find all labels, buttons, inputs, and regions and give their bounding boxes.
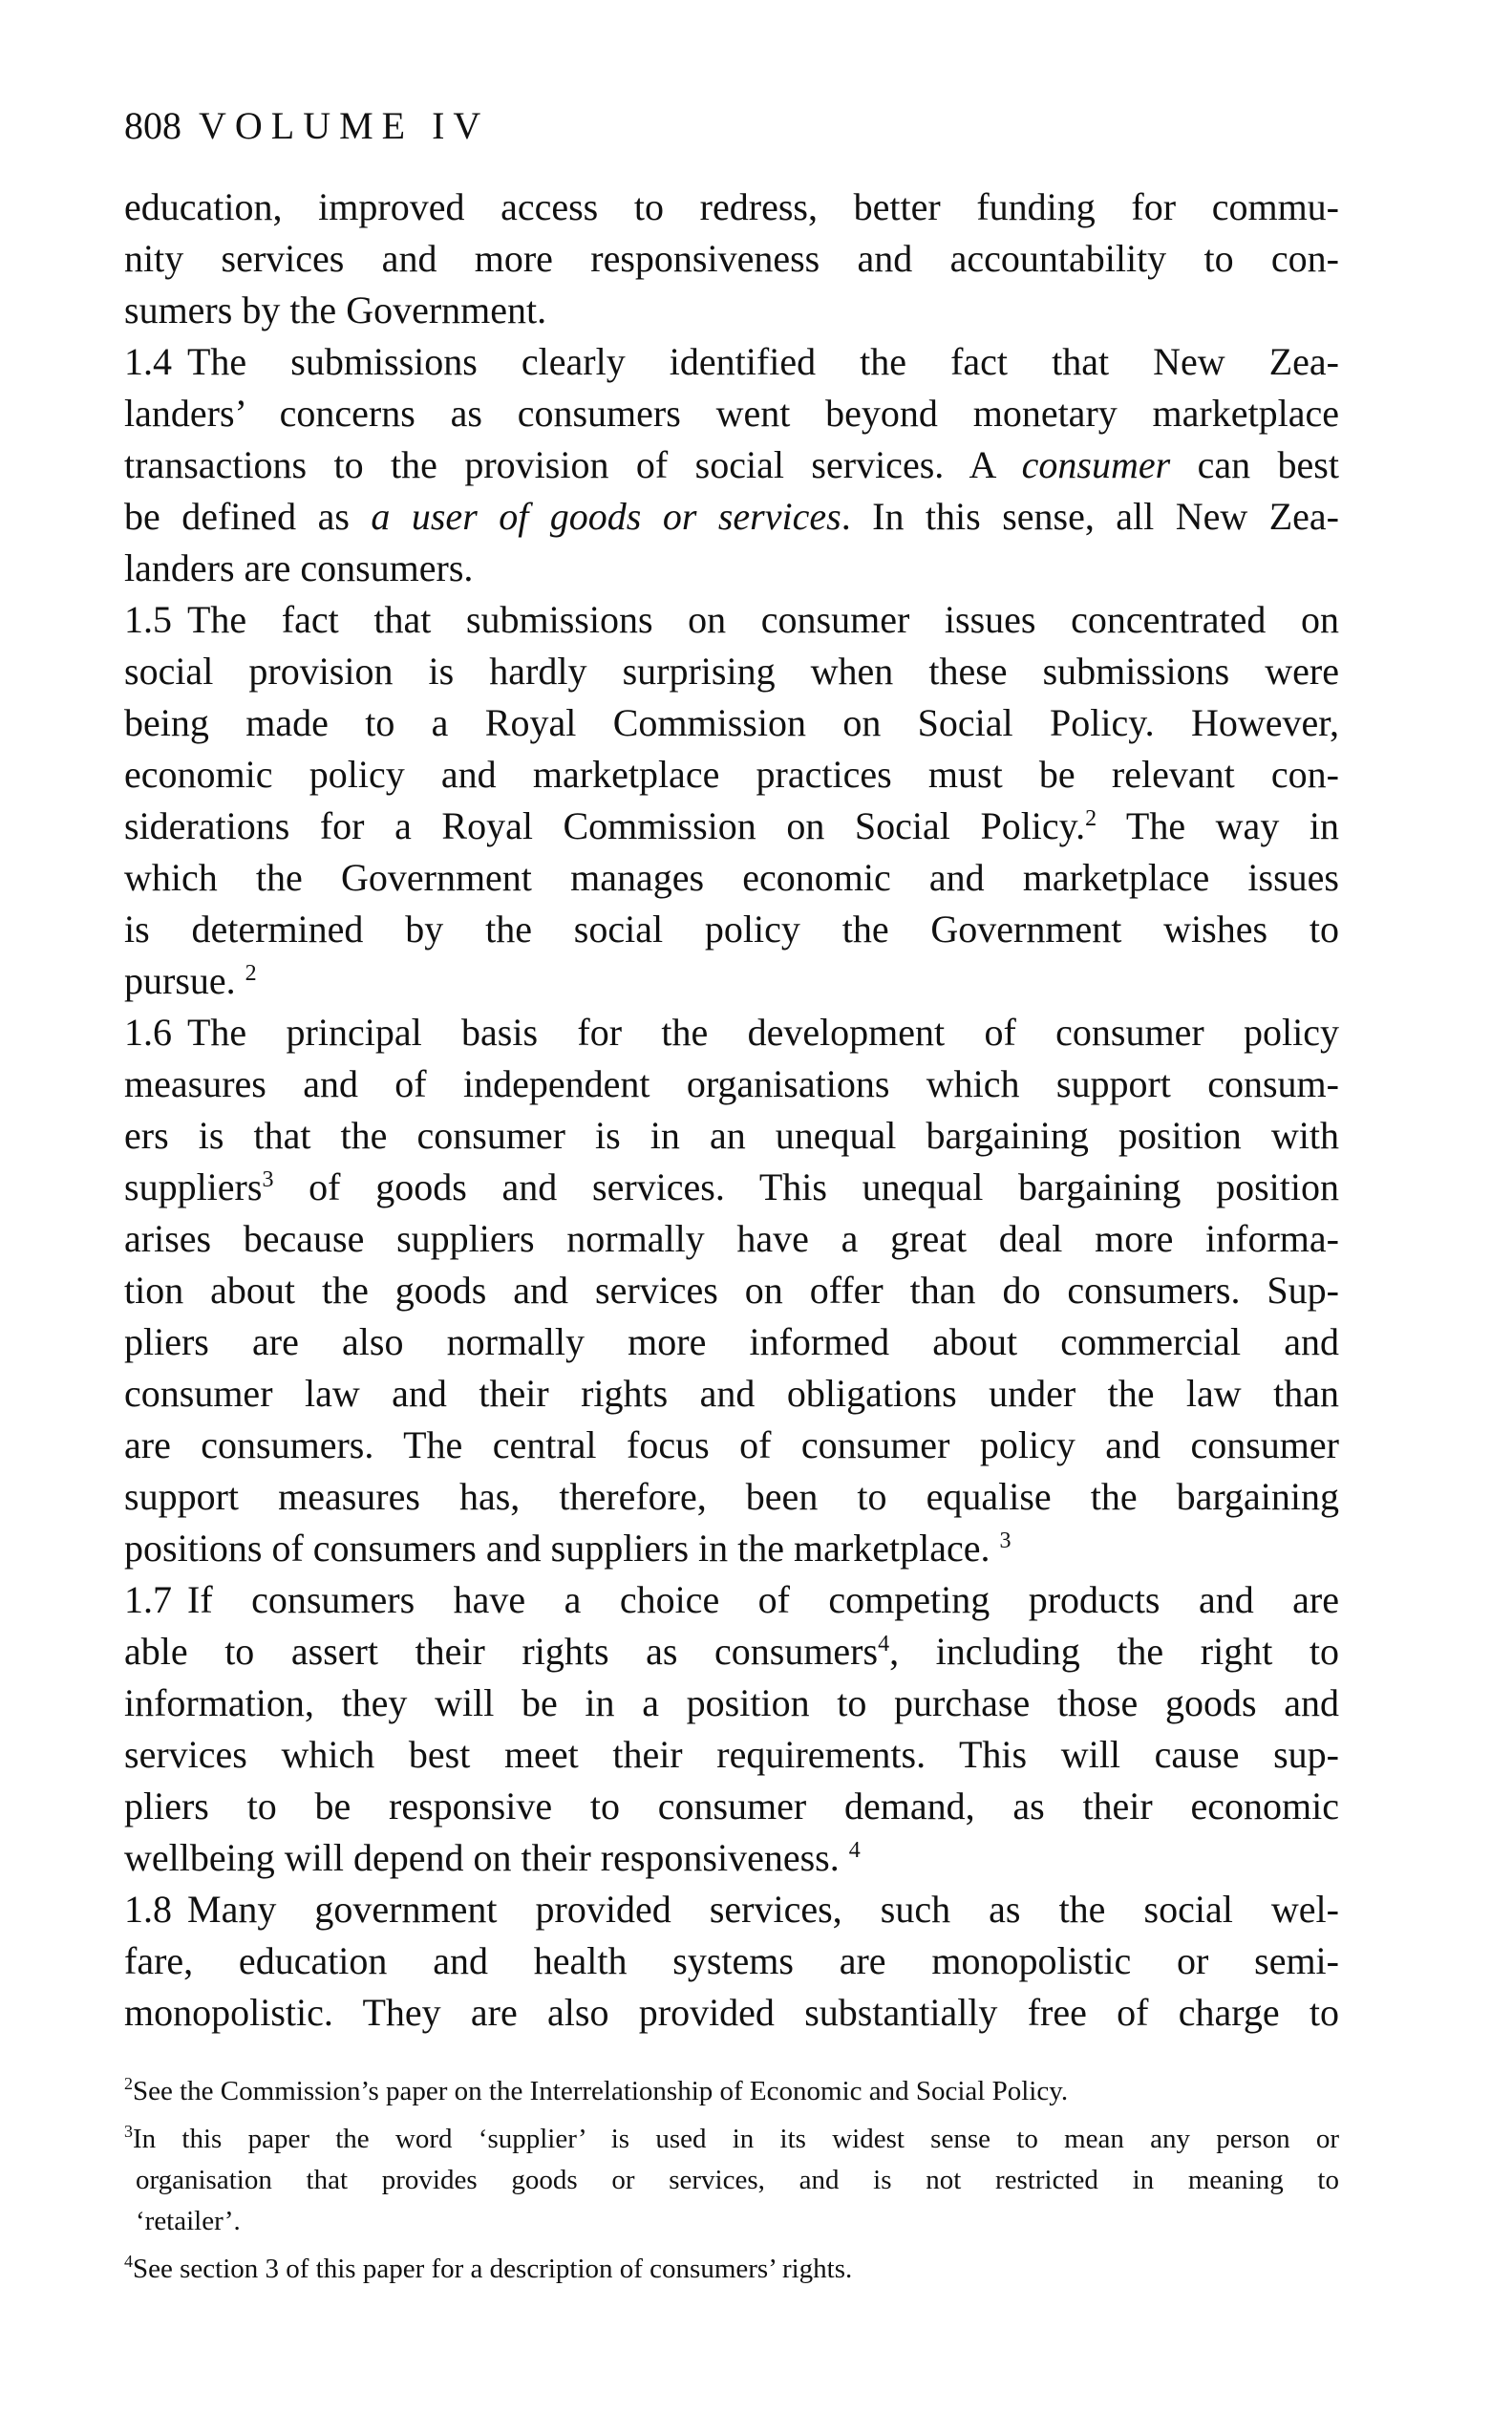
footnote-ref: 4 [878,1632,890,1656]
text-line: measures and of independent organisations which support consum- [124,1062,1339,1105]
text-run: able to assert their rights as consumers [124,1630,879,1673]
text-line: education, improved access to redress, better funding for commu- [124,185,1339,228]
footnotes [124,2071,1339,2290]
text-run: pursue. [124,959,245,1002]
text-line: being made to a Royal Commission on Social Policy. However, [124,701,1339,744]
paragraph-1-6 [124,1007,1339,1574]
text-line: ers is that the consumer is in an unequal bargaining position with [124,1114,1339,1157]
paragraph-1-4 [124,336,1339,594]
footnote-4-line: $^4$See section 3 of this paper for a description of consumers’ rights. [124,2252,853,2284]
text-line: support measures has, therefore, been to equalise the bargaining [124,1475,1339,1518]
text-run: The way in [1097,804,1339,847]
italic-text: a user of goods or services [371,495,841,538]
text-line: 1.8 Many government provided services, such as the social wel- [124,1888,1339,1931]
text-line: is determined by the social policy the Government wishes to [124,908,1339,951]
paragraph-number: 1.6 [124,1011,172,1054]
text-line: 1.7 If consumers have a choice of competing products and are [124,1578,1339,1621]
text-line [124,1626,1339,1678]
running-header [124,103,489,149]
footnote-ref: 3 [999,1528,1012,1553]
text-run: transactions to the provision of social services. A [124,443,1022,486]
text-run: positions of consumers and suppliers in the marketplace. [124,1527,1000,1570]
footnote-ref: 4 [848,1838,861,1863]
italic-text: consumer [1021,443,1171,486]
footnote-spacer [124,2242,1339,2249]
text-run: , including the right to [889,1630,1339,1673]
text-line: economic policy and marketplace practices must be relevant con- [124,753,1339,796]
text-line [124,801,1339,852]
text-line: which the Government manages economic and marketplace issues [124,856,1339,899]
text-line: services which best meet their requirements. This will cause sup- [124,1733,1339,1776]
text-line: are consumers. The central focus of consumer policy and consumer [124,1423,1339,1466]
text-run: can best [1170,443,1339,486]
footnote-3-line: organisation that provides goods or services, and is not restricted in meaning to [136,2165,1339,2195]
footnote-3-line: $^3$In this paper the word ‘supplier’ is used in its widest sense to mean any person or [124,2122,1339,2154]
paragraph [124,182,1339,336]
paragraph-1-7 [124,1574,1339,1884]
footnote-mark: 4 [124,2252,133,2271]
body-text [124,182,1339,2039]
text-line: information, they will be in a position to purchase those goods and [124,1681,1339,1724]
footnote-ref: 3 [262,1167,274,1192]
text-run: wellbeing will depend on their responsiveness. [124,1836,849,1879]
text-line: 1.6 The principal basis for the development of consumer policy [124,1011,1339,1054]
footnote-mark: 2 [124,2074,133,2093]
footnote-2-line: $^2$See the Commission’s paper on the Interrelationship of Economic and Social Policy. [124,2074,1069,2106]
text-line: arises because suppliers normally have a great deal more informa- [124,1217,1339,1260]
text-run: be defined as [124,495,372,538]
volume-label: VOLUME IV [199,104,490,147]
paragraph-number: 1.4 [124,340,172,383]
text-line: 1.4 The submissions clearly identified the fact that New Zea- [124,340,1339,383]
text-run: siderations for a Royal Commission on Social Policy. [124,804,1086,847]
text-line: monopolistic. They are also provided substantially free of charge to [124,1991,1339,2034]
text-run: suppliers [124,1165,263,1208]
footnote-ref: 2 [1085,806,1097,831]
text-line: tion about the goods and services on offer than do consumers. Sup- [124,1269,1339,1312]
text-line: fare, education and health systems are monopolistic or semi- [124,1939,1339,1982]
text-line [124,955,1339,1007]
page-number: 808 [124,104,181,147]
paragraph-1-8 [124,1884,1339,2039]
text-line: pliers to be responsive to consumer demand, as their economic [124,1785,1339,1827]
text-line [124,439,1339,491]
text-line: pliers are also normally more informed about commercial and [124,1320,1339,1363]
paragraph-number: 1.5 [124,598,172,641]
text-line [124,491,1339,543]
paragraph-1-5 [124,594,1339,1007]
text-line [124,1832,1339,1884]
text-run: . In this sense, all New Zea- [841,495,1339,538]
text-line: social provision is hardly surprising when these submissions were [124,650,1339,693]
text-run: of goods and services. This unequal bargaining position [273,1165,1339,1208]
text-line [124,1162,1339,1213]
footnote-ref: 2 [245,961,257,986]
text-line [124,1523,1339,1574]
text-line: sumers by the Government. [124,289,547,331]
footnote-mark: 3 [124,2122,133,2141]
paragraph-number: 1.7 [124,1578,172,1621]
text-line: 1.5 The fact that submissions on consumer issues concentrated on [124,598,1339,641]
text-line: consumer law and their rights and obligations under the law than [124,1372,1339,1415]
footnote-3-line: ‘retailer’. [136,2206,241,2236]
text-line: landers are consumers. [124,546,474,589]
text-line: nity services and more responsiveness and accountability to con- [124,237,1339,280]
text-line: landers’ concerns as consumers went beyond monetary marketplace [124,392,1339,435]
footnote-spacer [124,2112,1339,2119]
paragraph-number: 1.8 [124,1888,172,1931]
